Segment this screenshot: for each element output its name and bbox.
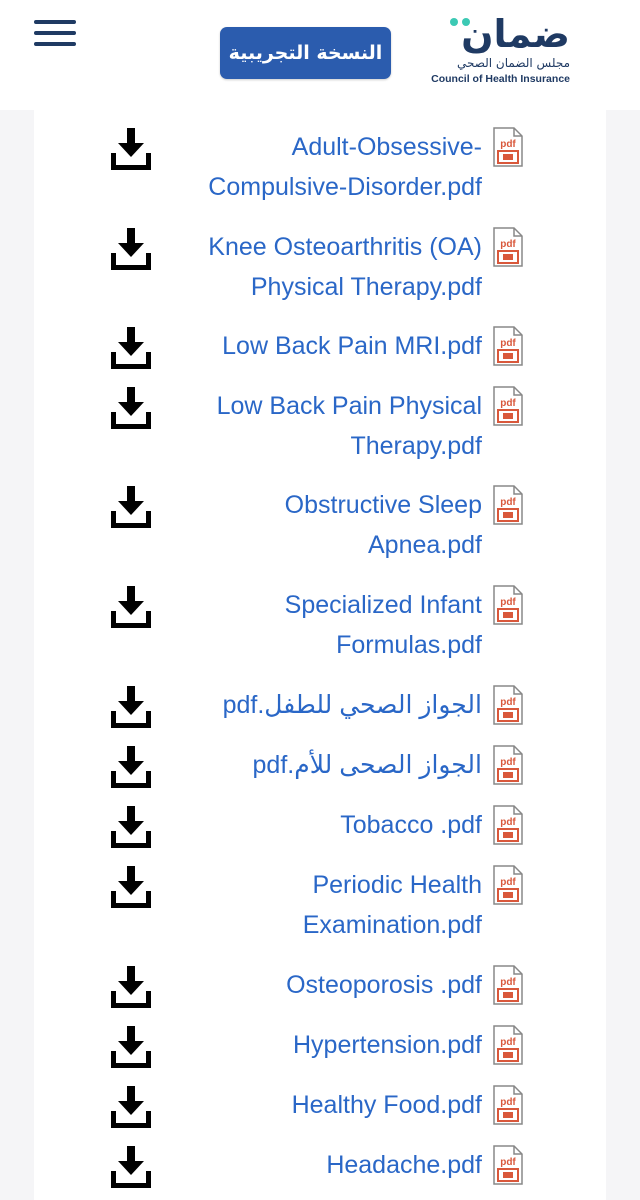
file-name-line: الجواز الصحي للطفل.pdf [222, 691, 482, 719]
file-name-link[interactable] [162, 326, 482, 366]
file-name-line: Hypertension.pdf [292, 1031, 482, 1059]
pdf-file-icon [492, 1025, 524, 1065]
file-name-link[interactable] [162, 585, 482, 665]
pdf-file-icon [492, 1145, 524, 1185]
pdf-file-icon [492, 127, 524, 167]
file-name-line: Knee Osteoarthritis (OA) [208, 233, 482, 261]
file-name-line: الجواز الصحى للأم.pdf [252, 751, 482, 779]
pdf-file-icon [492, 326, 524, 366]
download-icon[interactable] [110, 386, 152, 430]
download-icon[interactable] [110, 805, 152, 849]
svg-text:pdf: pdf [500, 398, 516, 409]
svg-text:pdf: pdf [500, 1157, 516, 1168]
svg-text:pdf: pdf [500, 597, 516, 608]
download-icon[interactable] [110, 1145, 152, 1189]
download-icon[interactable] [110, 326, 152, 370]
file-name-link[interactable] [162, 685, 482, 725]
file-name-line: Examination.pdf [302, 911, 482, 939]
menu-bar [34, 31, 76, 35]
file-name-line: Specialized Infant [284, 591, 482, 619]
file-row [34, 865, 606, 945]
pdf-file-icon [492, 965, 524, 1005]
file-name-line: Apnea.pdf [368, 531, 482, 559]
file-row [34, 685, 606, 725]
file-row [34, 745, 606, 785]
file-name-line: Tobacco .pdf [340, 811, 482, 839]
file-row [34, 585, 606, 665]
beta-version-button[interactable]: النسخة التجريبية [220, 27, 391, 79]
file-row [34, 1025, 606, 1065]
file-name-link[interactable] [162, 1145, 482, 1185]
svg-text:pdf: pdf [500, 139, 516, 150]
file-row [34, 965, 606, 1005]
file-name-link[interactable] [162, 386, 482, 466]
download-icon[interactable] [110, 1025, 152, 1069]
svg-text:pdf: pdf [500, 338, 516, 349]
file-row [34, 1085, 606, 1125]
file-list [34, 110, 606, 1200]
download-icon[interactable] [110, 745, 152, 789]
pdf-file-icon [492, 485, 524, 525]
pdf-file-icon [492, 865, 524, 905]
file-name-line: Formulas.pdf [336, 631, 482, 659]
file-name-link[interactable] [162, 805, 482, 845]
pdf-file-icon [492, 1085, 524, 1125]
download-icon[interactable] [110, 227, 152, 271]
file-row [34, 127, 606, 207]
file-row [34, 485, 606, 565]
svg-text:pdf: pdf [500, 1097, 516, 1108]
file-name-line: Osteoporosis .pdf [286, 971, 482, 999]
app-header [0, 0, 640, 110]
download-icon[interactable] [110, 865, 152, 909]
file-name-line: Obstructive Sleep [284, 491, 482, 519]
file-name-line: Low Back Pain Physical [216, 392, 482, 420]
download-icon[interactable] [110, 685, 152, 729]
file-name-line: Therapy.pdf [350, 432, 482, 460]
file-name-link[interactable] [162, 1085, 482, 1125]
pdf-file-icon [492, 585, 524, 625]
file-row [34, 227, 606, 307]
svg-text:pdf: pdf [500, 977, 516, 988]
file-row [34, 1145, 606, 1185]
logo-english-name: Council of Health Insurance [431, 73, 570, 85]
download-icon[interactable] [110, 585, 152, 629]
pdf-file-icon [492, 805, 524, 845]
file-name-line: Adult-Obsessive- [291, 133, 482, 161]
file-row [34, 805, 606, 845]
file-name-line: Healthy Food.pdf [291, 1091, 482, 1119]
file-row [34, 326, 606, 366]
download-icon[interactable] [110, 127, 152, 171]
council-logo[interactable] [428, 12, 578, 92]
logo-arabic-name: مجلس الضمان الصحي [456, 56, 570, 70]
file-name-line: Compulsive-Disorder.pdf [208, 173, 482, 201]
download-icon[interactable] [110, 485, 152, 529]
file-name-link[interactable] [162, 1025, 482, 1065]
file-name-link[interactable] [162, 965, 482, 1005]
svg-text:pdf: pdf [500, 757, 516, 768]
file-name-link[interactable] [162, 227, 482, 307]
svg-text:pdf: pdf [500, 697, 516, 708]
file-name-link[interactable] [162, 745, 482, 785]
file-name-line: Periodic Health [312, 871, 482, 899]
file-name-line: Physical Therapy.pdf [250, 273, 482, 301]
pdf-file-icon [492, 685, 524, 725]
file-name-link[interactable] [162, 485, 482, 565]
pdf-file-icon [492, 227, 524, 267]
svg-text:pdf: pdf [500, 497, 516, 508]
file-name-link[interactable] [162, 865, 482, 945]
pdf-file-icon [492, 386, 524, 426]
download-icon[interactable] [110, 965, 152, 1009]
download-icon[interactable] [110, 1085, 152, 1129]
menu-bar [34, 20, 76, 24]
logo-wordmark: ضمان [461, 12, 570, 56]
file-row [34, 386, 606, 466]
file-name-line: Low Back Pain MRI.pdf [222, 332, 482, 360]
svg-text:pdf: pdf [500, 817, 516, 828]
hamburger-menu-icon[interactable] [34, 20, 76, 48]
pdf-file-icon [492, 745, 524, 785]
svg-text:pdf: pdf [500, 877, 516, 888]
svg-text:pdf: pdf [500, 1037, 516, 1048]
menu-bar [34, 42, 76, 46]
file-name-line: Headache.pdf [326, 1151, 482, 1179]
file-name-link[interactable] [162, 127, 482, 207]
svg-text:pdf: pdf [500, 239, 516, 250]
